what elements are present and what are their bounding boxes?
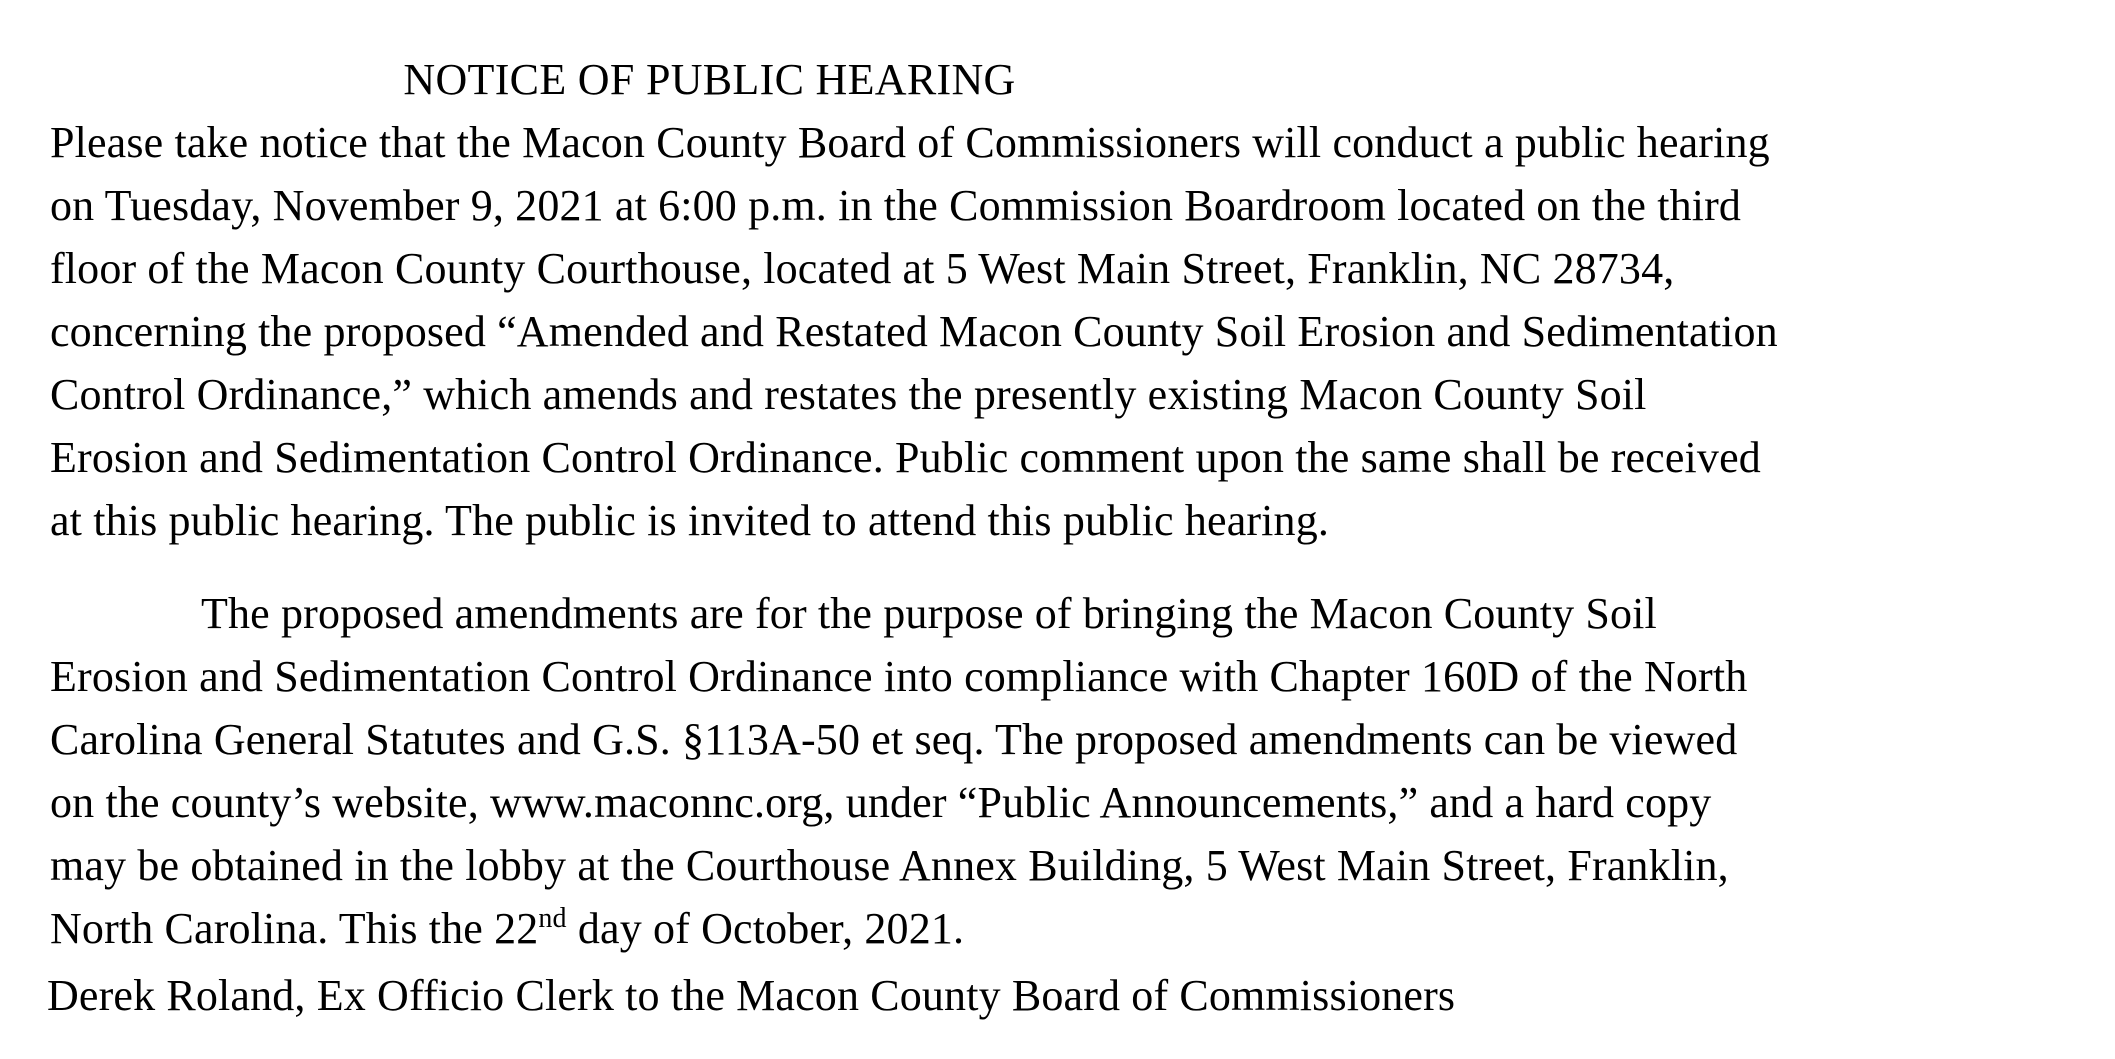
notice-paragraph-1 [50, 111, 2070, 552]
date-ordinal-suffix: nd [538, 903, 567, 934]
paragraph-1-line: Please take notice that the Macon County Board of Commissioners will conduct a public hearing [50, 118, 1770, 167]
paragraph-2-line: on the county’s website, www.maconnc.org, under “Public Announcements,” and a hard copy [50, 778, 1712, 827]
notice-paragraph-2 [50, 582, 2070, 960]
notice-title [0, 52, 2115, 108]
notice-title-text: NOTICE OF PUBLIC HEARING [403, 55, 1016, 104]
paragraph-2-date-line [50, 897, 2070, 960]
date-line-end: day of October, 2021. [566, 904, 965, 953]
paragraph-2-line: The proposed amendments are for the purpose of bringing the Macon County Soil [201, 589, 1657, 638]
paragraph-1-line: floor of the Macon County Courthouse, located at 5 West Main Street, Franklin, NC 28734, [50, 244, 1675, 293]
paragraph-1-line: Erosion and Sedimentation Control Ordinance. Public comment upon the same shall be received [50, 433, 1761, 482]
paragraph-2-line: Erosion and Sedimentation Control Ordinance into compliance with Chapter 160D of the North [50, 652, 1748, 701]
paragraph-1-line: Control Ordinance,” which amends and restates the presently existing Macon County Soil [50, 370, 1647, 419]
paragraph-2-line: may be obtained in the lobby at the Courthouse Annex Building, 5 West Main Street, Franklin, [50, 841, 1729, 890]
paragraph-1-line: concerning the proposed “Amended and Restated Macon County Soil Erosion and Sedimentation [50, 307, 1778, 356]
signature-line: Derek Roland, Ex Officio Clerk to the Macon County Board of Commissioners [47, 971, 1456, 1020]
paragraph-1-line: on Tuesday, November 9, 2021 at 6:00 p.m. in the Commission Boardroom located on the third [50, 181, 1742, 230]
date-line-start: North Carolina. This the 22 [50, 904, 539, 953]
paragraph-2-line: Carolina General Statutes and G.S. §113A-50 et seq. The proposed amendments can be viewed [50, 715, 1738, 764]
paragraph-1-line: at this public hearing. The public is invited to attend this public hearing. [50, 496, 1329, 545]
